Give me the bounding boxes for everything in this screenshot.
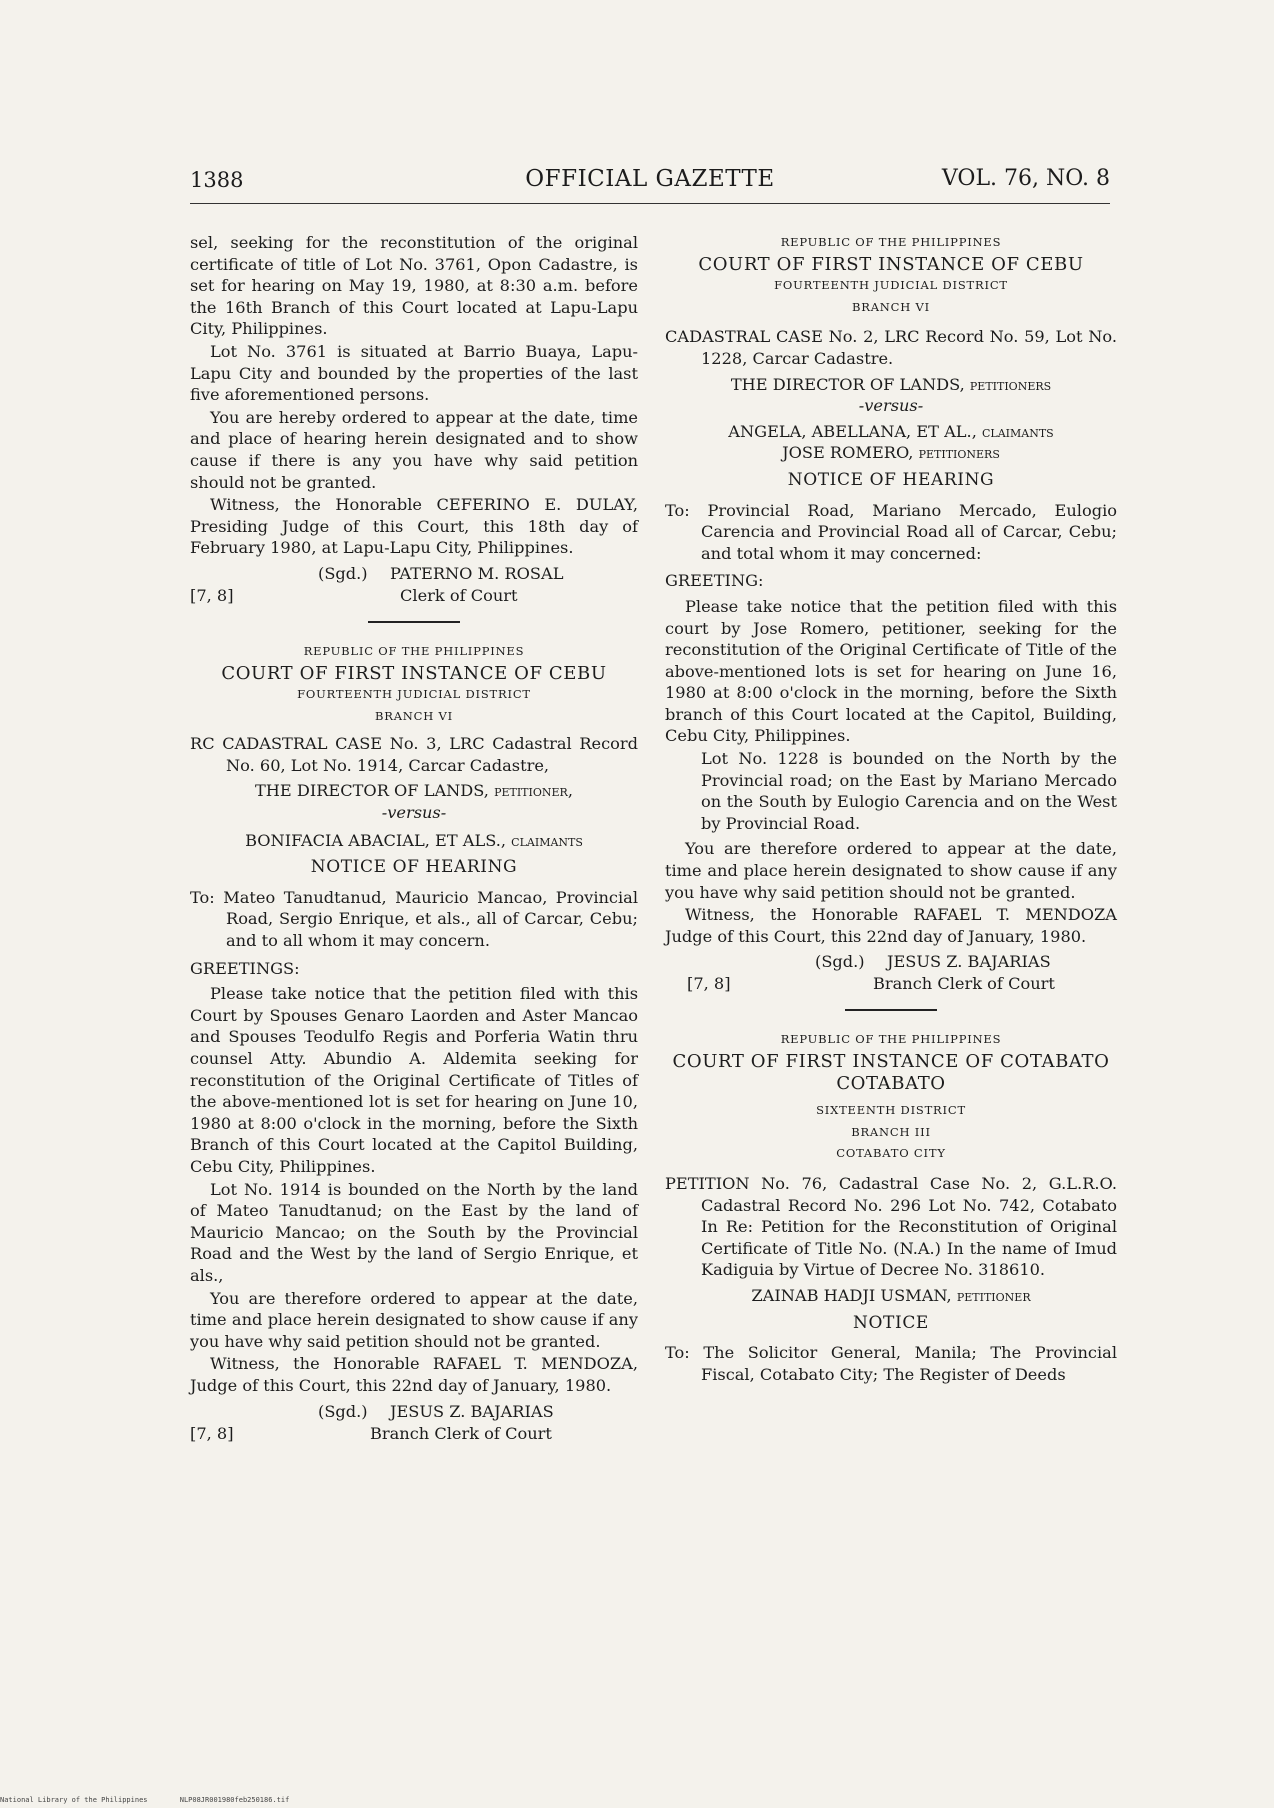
lot-description: Lot No. 1228 is bounded on the North by the Provincial road; on the East by Mariano Mercado on the South by Eulogio Carencia and on the West by Provincial Road. [701,749,1117,833]
branch-heading: BRANCH VI [374,708,453,723]
signer-title: Branch Clerk of Court [370,1423,552,1443]
court-heading: COURT OF FIRST INSTANCE OF CEBU [221,662,607,684]
issue-code: [7, 8] [190,585,234,605]
case-caption: RC CADASTRAL CASE No. 3, LRC Cadastral Record No. 60, Lot No. 1914, Carcar Cadastre, [190,734,638,775]
signer-name: PATERNO M. ROSAL [390,563,564,583]
petitioner-line-2: JOSE ROMERO, petitioners [782,443,1000,463]
claimants-line: ANGELA, ABELLANA, ET AL., claimants [728,421,1054,441]
paragraph: You are hereby ordered to appear at the date, time and place of hearing herein designated and to show cause if there is any you have why said petition should not be granted. [190,407,638,492]
left-column [190,232,638,1445]
section-divider [845,1009,937,1011]
paragraph: Please take notice that the petition filed with this court by Jose Romero, petitioner, seeking for the reconstitution of the Original Certificate of Title of the above-mentioned lots is set for hearing on June 16, 1980 at 8:00 o'clock in the morning, before the Sixth branch of this Court located at the Capitol, Building, Cebu City, Philippines. [665,596,1117,746]
greeting-label: GREETING: [665,571,764,591]
branch-heading: BRANCH VI [851,299,930,314]
sgd-label: (Sgd.) [815,952,865,972]
page-header [190,164,1110,204]
court-heading: COURT OF FIRST INSTANCE OF CEBU [698,253,1084,275]
claimants-line: BONIFACIA ABACIAL, ET ALS., claimants [245,830,583,850]
case-caption: CADASTRAL CASE No. 2, LRC Record No. 59, Lot No. 1228, Carcar Cadastre. [665,327,1117,368]
court-heading: COURT OF FIRST INSTANCE OF COTABATO [672,1051,1110,1072]
publication-title: OFFICIAL GAZETTE [525,166,775,192]
notice-heading: NOTICE OF HEARING [310,857,518,878]
signer-name: JESUS Z. BAJARIAS [887,952,1051,972]
issue-code: [7, 8] [190,1423,234,1443]
sgd-label: (Sgd.) [318,563,368,583]
district-heading: FOURTEENTH JUDICIAL DISTRICT [297,687,531,702]
page-number: 1388 [190,168,244,192]
signature-block [190,1401,638,1445]
paragraph: Lot No. 1914 is bounded on the North by the land of Mateo Tanudtanud; on the East by the land of Mauricio Mancao; on the South by the Provincial Road and the West by the land of Sergio Enrique, et als., [190,1179,638,1285]
signature-block [190,563,638,607]
district-heading: SIXTEENTH DISTRICT [816,1103,966,1118]
paragraph: Lot No. 3761 is situated at Barrio Buaya, Lapu-Lapu City and bounded by the properties of the last five aforementioned persons. [190,341,638,405]
signer-title: Clerk of Court [400,585,518,605]
city-heading: COTABATO CITY [836,1146,946,1161]
district-heading: FOURTEENTH JUDICIAL DISTRICT [774,278,1008,293]
versus-line: -versus- [858,396,924,416]
addressees: To: The Solicitor General, Manila; The Provincial Fiscal, Cotabato City; The Register of Deeds [665,1343,1117,1384]
addressees: To: Mateo Tanudtanud, Mauricio Mancao, Provincial Road, Sergio Enrique, et als., all of Carcar, Cebu; and to all whom it may concern. [190,887,638,951]
paragraph: Witness, the Honorable RAFAEL T. MENDOZA Judge of this Court, this 22nd day of January, 1980. [665,905,1117,946]
greeting-label: GREETINGS: [190,958,300,978]
volume-number: VOL. 76, NO. 8 [941,166,1110,191]
court-heading-2: COTABATO [836,1072,946,1094]
signature-block [665,951,1117,995]
paragraph: Witness, the Honorable RAFAEL T. MENDOZA, Judge of this Court, this 22nd day of January, 1980. [190,1354,638,1395]
case-caption: PETITION No. 76, Cadastral Case No. 2, G.L.R.O. Cadastral Record No. 296 Lot No. 742, Cotabato In Re: Petition for the Reconstitution of Original Certificate of Title No. (N.A.) In the name of Imud Kadiguia by Virtue of Decree No. 318610. [665,1173,1117,1280]
branch-heading: BRANCH III [851,1124,931,1139]
republic-heading: REPUBLIC OF THE PHILIPPINES [303,643,525,658]
notice-heading: NOTICE [853,1312,929,1333]
notice-heading: NOTICE OF HEARING [787,469,995,490]
sgd-label: (Sgd.) [318,1401,368,1421]
signer-title: Branch Clerk of Court [873,974,1055,994]
paragraph: Witness, the Honorable CEFERINO E. DULAY, Presiding Judge of this Court, this 18th day of February 1980, at Lapu-Lapu City, Philippines. [190,495,638,558]
section-divider [368,621,460,623]
scan-footer [0,1796,317,1804]
signer-name: JESUS Z. BAJARIAS [390,1401,554,1421]
right-column [665,232,1117,1389]
paragraph: Please take notice that the petition filed with this Court by Spouses Genaro Laorden and Aster Mancao and Spouses Teodulfo Regis and Porferia Watin thru counsel Atty. Abundio A. Aldemita seeking for reconstitution of the Original Certificate of Titles of the above-mentioned lot is set for hearing on June 10, 1980 at 8:00 o'clock in the morning, before the Sixth Branch of this Court located at the Capitol Building, Cebu City, Philippines. [190,984,638,1176]
petitioner-line: ZAINAB HADJI USMAN, petitioner [751,1285,1031,1305]
file-name: NLP08JR001980feb250186.tif [179,1796,290,1804]
paragraph: sel, seeking for the reconstitution of the original certificate of title of Lot No. 3761, Opon Cadastre, is set for hearing on May 19, 1980, at 8:30 a.m. before the 16th Branch of this Court located at Lapu-Lapu City, Philippines. [190,233,638,339]
petitioner-line: THE DIRECTOR OF LANDS, petitioners [730,374,1052,394]
republic-heading: REPUBLIC OF THE PHILIPPINES [780,235,1002,249]
petitioner-line: THE DIRECTOR OF LANDS, petitioner, [255,781,573,801]
paragraph: You are therefore ordered to appear at the date, time and place herein designated to show cause if any you have why said petition should not be granted. [190,1288,638,1351]
addressees: To: Provincial Road, Mariano Mercado, Eulogio Carencia and Provincial Road all of Carcar, Cebu; and total whom it may concerned: [665,500,1117,563]
header-rule [190,203,1110,204]
library-name: National Library of the Philippines [0,1796,148,1804]
issue-code: [7, 8] [687,974,731,994]
paragraph: You are therefore ordered to appear at the date, time and place herein designated to show cause if any you have why said petition should not be granted. [665,839,1117,902]
republic-heading: REPUBLIC OF THE PHILIPPINES [780,1032,1002,1047]
versus-line: -versus- [381,803,447,823]
